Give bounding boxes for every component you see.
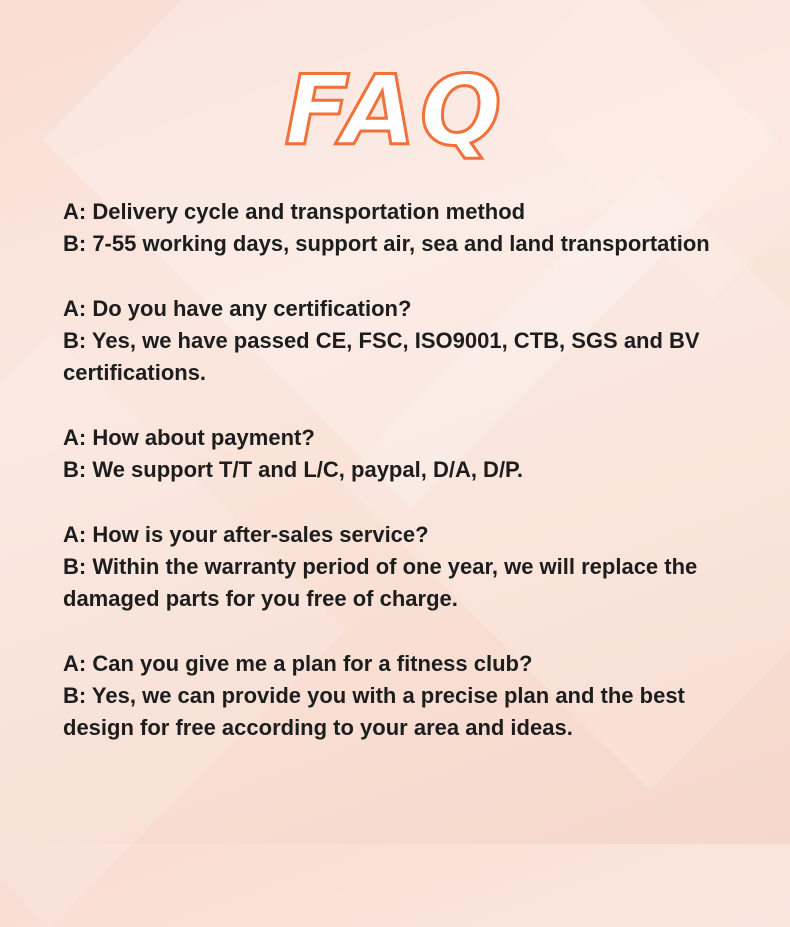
- faq-item: [63, 519, 753, 615]
- faq-question: A: Can you give me a plan for a fitness club?: [63, 651, 533, 676]
- faq-answer: B: Within the warranty period of one year, we will replace the damaged parts for you free of charge.: [63, 554, 698, 611]
- faq-answer: B: We support T/T and L/C, paypal, D/A, D/P.: [63, 457, 524, 482]
- faq-question: A: Do you have any certification?: [63, 296, 412, 321]
- faq-question: A: How is your after-sales service?: [63, 522, 429, 547]
- faq-item: [63, 422, 753, 486]
- faq-question: A: How about payment?: [63, 425, 315, 450]
- faq-answer: B: Yes, we have passed CE, FSC, ISO9001, CTB, SGS and BV certifications.: [63, 328, 700, 385]
- page-title: FAQ: [284, 55, 506, 167]
- faq-item: [63, 196, 753, 260]
- faq-item: [63, 293, 753, 389]
- faq-item: [63, 648, 753, 744]
- faq-list: [63, 196, 753, 777]
- faq-question: A: Delivery cycle and transportation method: [63, 199, 526, 224]
- faq-answer: B: Yes, we can provide you with a precise plan and the best design for free according to your area and ideas.: [63, 683, 685, 740]
- faq-answer: B: 7-55 working days, support air, sea and land transportation: [63, 231, 710, 256]
